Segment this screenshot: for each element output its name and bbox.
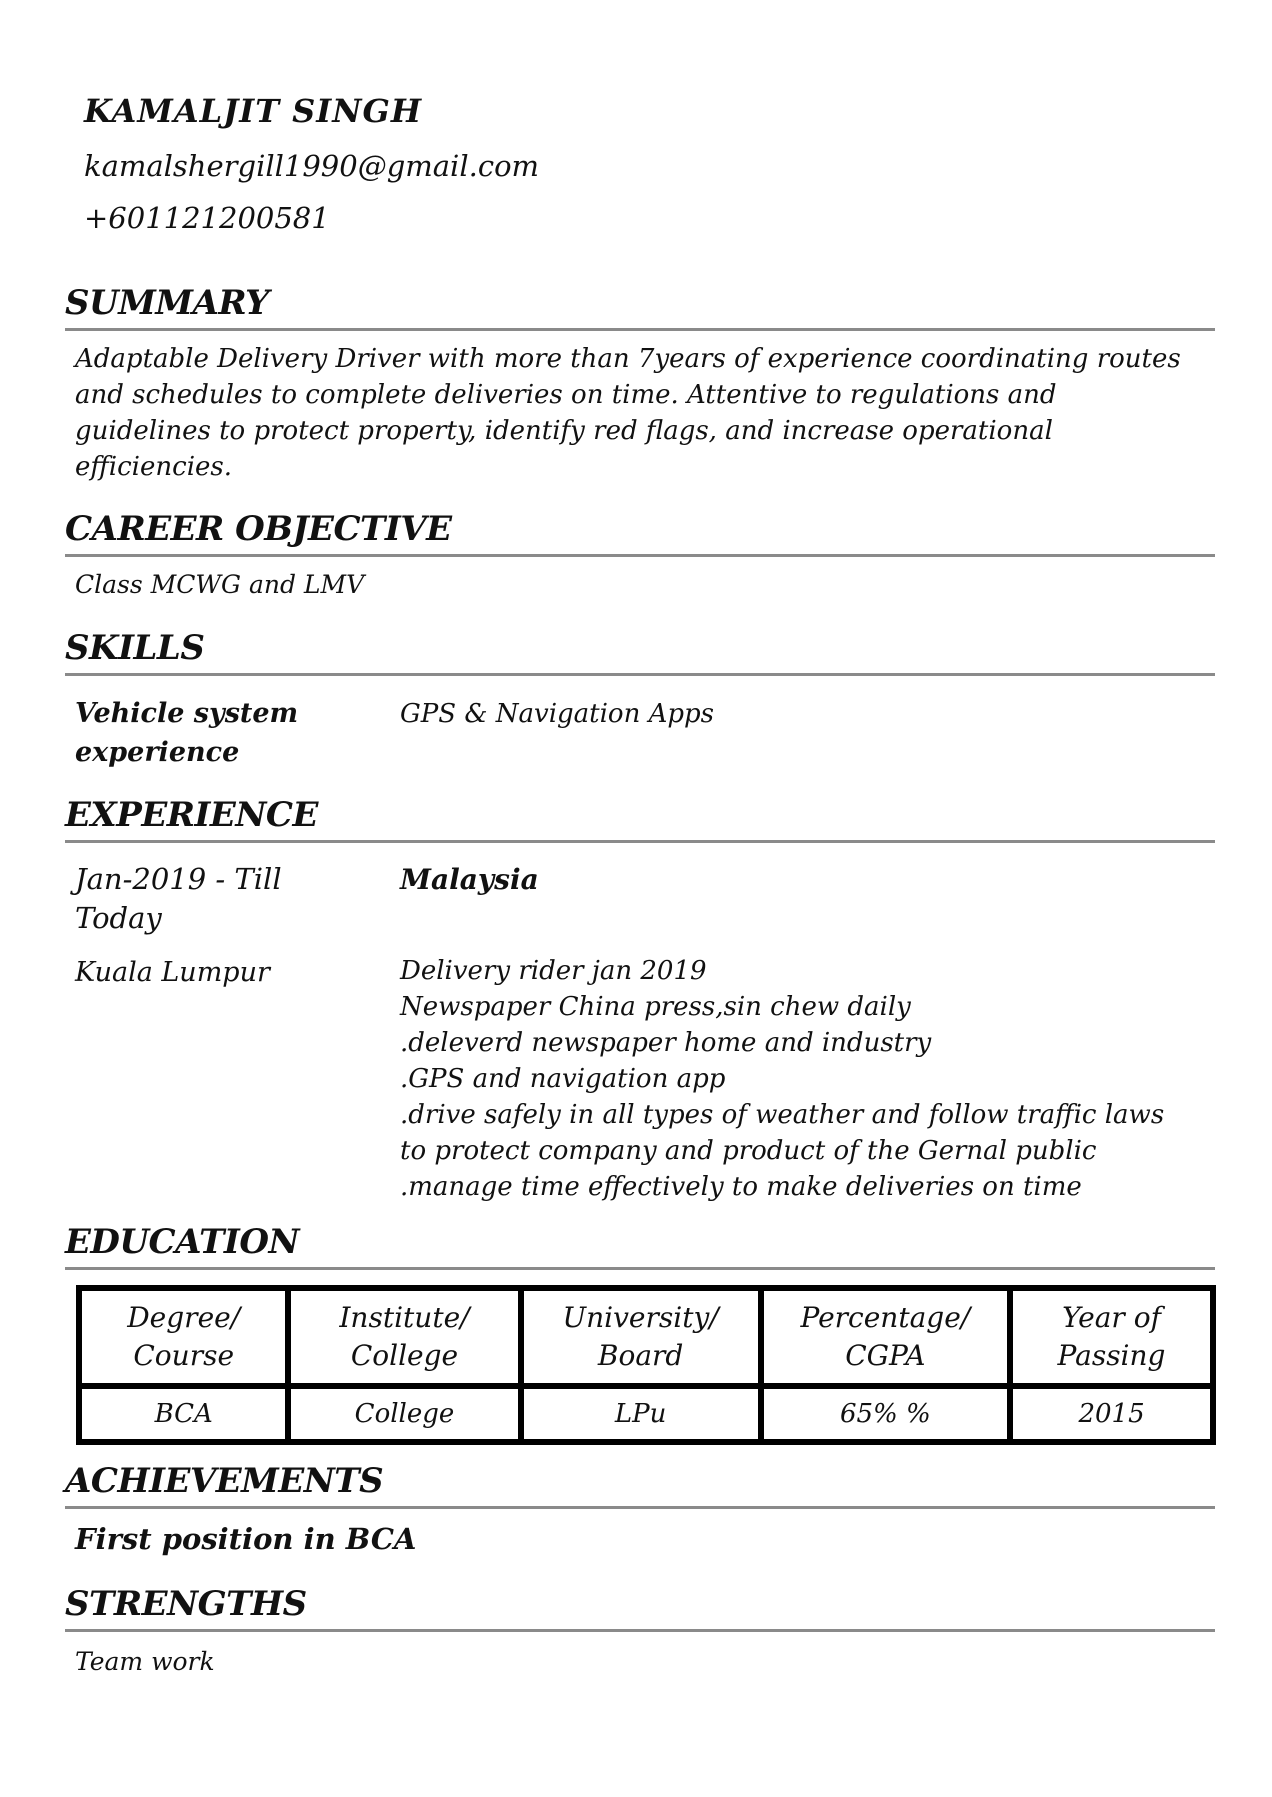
career-objective-text: Class MCWG and LMV xyxy=(75,570,365,599)
achievements-text: First position in BCA xyxy=(75,1522,417,1556)
experience-line: .drive safely in all types of weather and follow traffic laws xyxy=(400,1100,1165,1130)
experience-heading: EXPERIENCE xyxy=(65,794,1215,843)
experience-period: Jan-2019 - Till Today xyxy=(75,862,282,935)
experience-line: Newspaper China press,sin chew daily xyxy=(400,992,911,1022)
table-header-row xyxy=(79,1288,1213,1386)
experience-company: Malaysia xyxy=(400,863,539,896)
experience-line: to protect company and product of the Gernal public xyxy=(400,1136,1097,1166)
summary-section xyxy=(65,282,1215,485)
strengths-text: Team work xyxy=(75,1647,215,1676)
career-objective-section xyxy=(65,508,1215,603)
education-heading: EDUCATION xyxy=(65,1221,1215,1270)
phone-number: +601121200581 xyxy=(84,201,330,235)
experience-section xyxy=(65,794,1215,843)
candidate-name: KAMALJIT SINGH xyxy=(84,92,423,130)
experience-line: .GPS and navigation app xyxy=(400,1064,726,1094)
strengths-heading: STRENGTHS xyxy=(65,1583,1215,1632)
table-header-cell: Institute/ College xyxy=(288,1288,520,1386)
table-row xyxy=(79,1386,1213,1442)
experience-line: .deleverd newspaper home and industry xyxy=(400,1028,932,1058)
education-table xyxy=(76,1285,1216,1445)
table-cell: College xyxy=(288,1386,520,1442)
email-address: kamalshergill1990@gmail.com xyxy=(84,149,540,183)
table-header-cell: Year of Passing xyxy=(1010,1288,1213,1386)
skill-item: GPS & Navigation Apps xyxy=(400,699,714,729)
table-cell: 65% % xyxy=(761,1386,1010,1442)
achievements-heading: ACHIEVEMENTS xyxy=(65,1460,1215,1509)
table-header-cell: Degree/ Course xyxy=(79,1288,288,1386)
table-header-cell: University/ Board xyxy=(521,1288,761,1386)
skills-section xyxy=(65,627,1215,676)
skills-heading: SKILLS xyxy=(65,627,1215,676)
table-header-cell: Percentage/ CGPA xyxy=(761,1288,1010,1386)
achievements-section xyxy=(65,1460,1215,1557)
experience-line: Delivery rider jan 2019 xyxy=(400,956,707,986)
table-cell: BCA xyxy=(79,1386,288,1442)
strengths-section xyxy=(65,1583,1215,1680)
table-cell: 2015 xyxy=(1010,1386,1213,1442)
experience-location: Kuala Lumpur xyxy=(75,957,270,988)
summary-text: Adaptable Delivery Driver with more than 7years of experience coordinating routes and schedules to complete deliveries on time. Attentive to regulations and guidelines to protect property, identify red flags, and increase operational efficiencies. xyxy=(75,344,1181,482)
summary-heading: SUMMARY xyxy=(65,282,1215,331)
experience-line: .manage time effectively to make deliveries on time xyxy=(400,1172,1082,1202)
table-cell: LPu xyxy=(521,1386,761,1442)
experience-details xyxy=(400,953,1230,1205)
education-section xyxy=(65,1221,1215,1270)
career-objective-heading: CAREER OBJECTIVE xyxy=(65,508,1215,557)
skill-item: Vehicle system experience xyxy=(75,698,299,768)
